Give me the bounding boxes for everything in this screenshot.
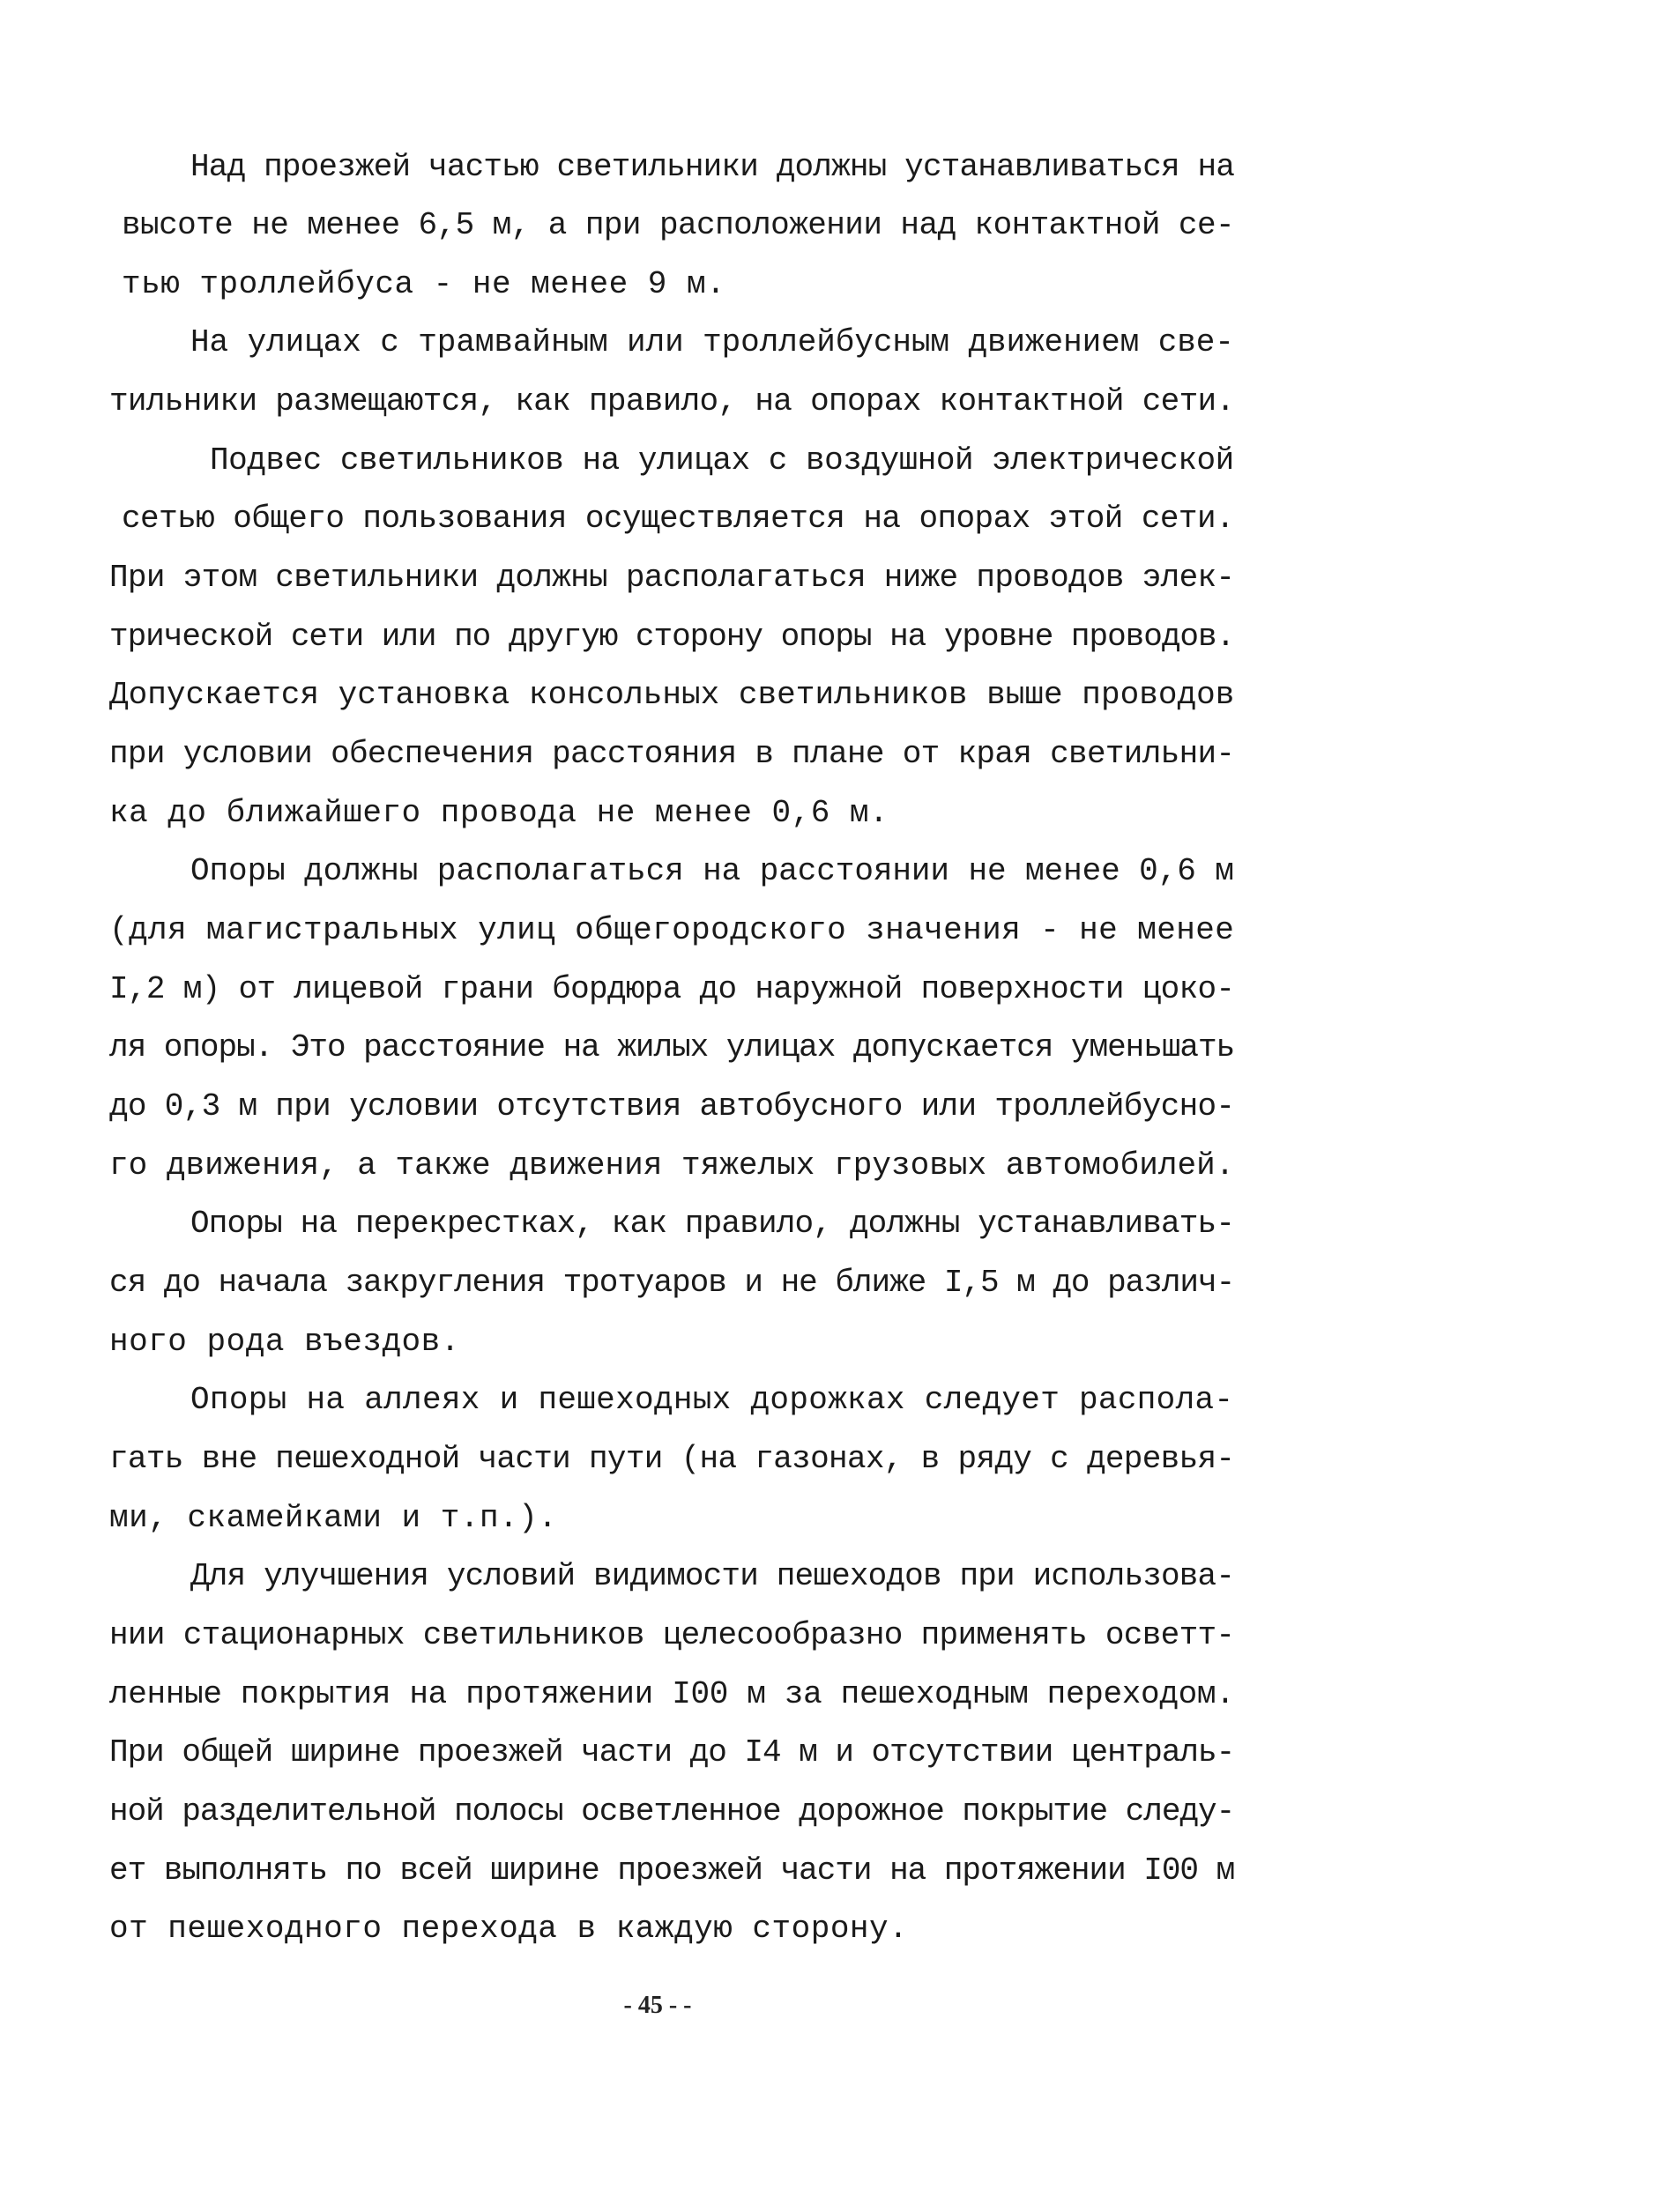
text-line: ми, скамейками и т.п.). xyxy=(109,1500,558,1536)
text-line: го движения, а также движения тяжелых грузовых автомобилей. xyxy=(109,1147,1235,1184)
text-line: гать вне пешеходной части пути (на газонах, в ряду с деревья- xyxy=(109,1441,1235,1477)
text-line: I,2 м) от лицевой грани бордюра до наружной поверхности цоко- xyxy=(109,971,1235,1007)
text-line: трической сети или по другую сторону опоры на уровне проводов. xyxy=(109,619,1235,655)
text-line: высоте не менее 6,5 м, а при расположении над контактной се- xyxy=(122,207,1235,243)
text-line: Для улучшения условий видимости пешеходов при использова- xyxy=(190,1558,1235,1594)
text-line: На улицах с трамвайным или троллейбусным движением све- xyxy=(190,324,1234,360)
text-line: нии стационарных светильников целесообразно применять осветт- xyxy=(109,1617,1235,1653)
text-line: ля опоры. Это расстояние на жилых улицах допускается уменьшать xyxy=(109,1029,1235,1065)
text-line: Опоры должны располагаться на расстоянии не менее 0,6 м xyxy=(190,853,1234,889)
page-number: - 45 - - xyxy=(623,1992,692,2019)
text-line: Над проезжей частью светильники должны устанавливаться на xyxy=(190,149,1235,185)
text-line: При общей ширине проезжей части до I4 м и отсутствии централь- xyxy=(109,1734,1235,1770)
text-line: Опоры на перекрестках, как правило, должны устанавливать- xyxy=(190,1206,1235,1242)
text-line: При этом светильники должны располагаться ниже проводов элек- xyxy=(109,560,1235,596)
text-line: Опоры на аллеях и пешеходных дорожках следует распола- xyxy=(190,1382,1234,1418)
text-line: ного рода въездов. xyxy=(109,1324,460,1360)
text-line: ся до начала закругления тротуаров и не ближе I,5 м до различ- xyxy=(109,1265,1235,1301)
text-line: тильники размещаются, как правило, на опорах контактной сети. xyxy=(109,383,1235,419)
text-line: ет выполнять по всей ширине проезжей части на протяжении I00 м xyxy=(109,1852,1235,1889)
text-line: Подвес светильников на улицах с воздушной электрической xyxy=(210,442,1234,479)
text-line: до 0,3 м при условии отсутствия автобусного или троллейбусно- xyxy=(109,1088,1235,1125)
text-line: от пешеходного перехода в каждую сторону. xyxy=(109,1911,909,1947)
text-line: (для магистральных улиц общегородского значения - не менее xyxy=(109,912,1235,948)
text-line: тью троллейбуса - не менее 9 м. xyxy=(122,266,726,302)
text-line: Допускается установка консольных светильников выше проводов xyxy=(109,677,1235,713)
text-line: сетью общего пользования осуществляется на опорах этой сети. xyxy=(122,501,1235,537)
text-line: ка до ближайшего провода не менее 0,6 м. xyxy=(109,795,889,831)
text-line: ной разделительной полосы осветленное дорожное покрытие следу- xyxy=(109,1793,1235,1830)
text-line: при условии обеспечения расстояния в плане от края светильни- xyxy=(109,736,1235,772)
text-line: ленные покрытия на протяжении I00 м за пешеходным переходом. xyxy=(109,1676,1235,1712)
